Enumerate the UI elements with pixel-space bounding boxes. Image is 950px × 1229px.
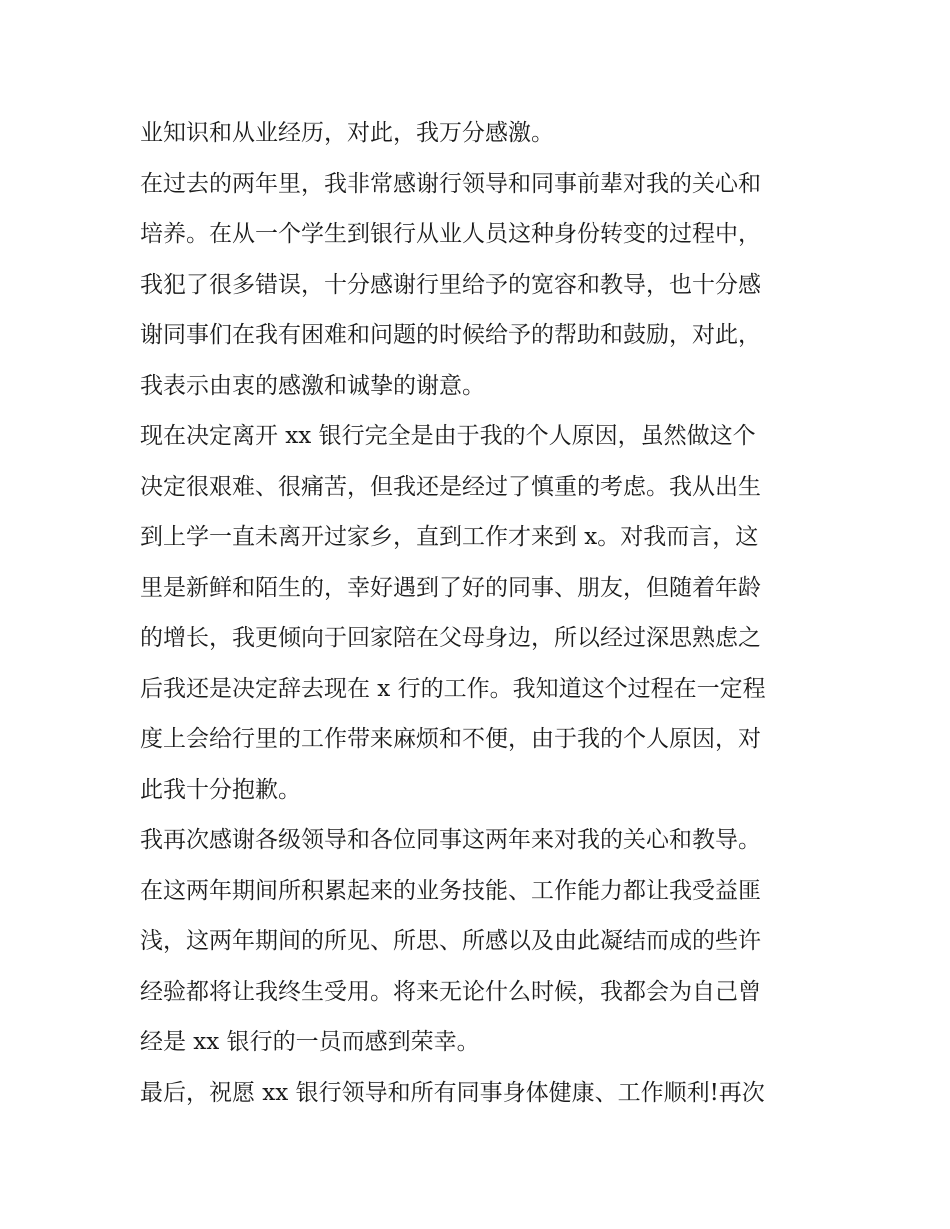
text-line: 的增长，我更倾向于回家陪在父母身边，所以经过深思熟虑之 xyxy=(140,625,761,651)
text-line: 此我十分抱歉。 xyxy=(140,776,301,803)
text-line: 经是 xx 银行的一员而感到荣幸。 xyxy=(140,1029,480,1055)
text-line: 里是新鲜和陌生的，幸好遇到了好的同事、朋友，但随着年龄 xyxy=(140,574,761,601)
letter-body xyxy=(140,108,820,1118)
text-line: 经验都将让我终生受用。将来无论什么时候，我都会为自己曾 xyxy=(140,978,761,1005)
text-line: 业知识和从业经历，对此，我万分感激。 xyxy=(140,120,554,146)
text-line: 到上学一直未离开过家乡，直到工作才来到 x。对我而言，这 xyxy=(140,524,759,550)
text-line: 决定很艰难、很痛苦，但我还是经过了慎重的考虑。我从出生 xyxy=(140,473,761,500)
text-line: 浅，这两年期间的所见、所思、所感以及由此凝结而成的些许 xyxy=(140,928,761,954)
text-line: 在这两年期间所积累起来的业务技能、工作能力都让我受益匪 xyxy=(140,877,761,904)
text-line: 我犯了很多错误，十分感谢行里给予的宽容和教导，也十分感 xyxy=(140,271,761,298)
text-line: 培养。在从一个学生到银行从业人员这种身份转变的过程中， xyxy=(140,221,761,247)
text-line: 最后，祝愿 xx 银行领导和所有同事身体健康、工作顺利!再次 xyxy=(140,1079,765,1106)
text-line: 现在决定离开 xx 银行完全是由于我的个人原因，虽然做这个 xyxy=(140,423,756,449)
text-line: 在过去的两年里，我非常感谢行领导和同事前辈对我的关心和 xyxy=(140,170,761,197)
text-line: 后我还是决定辞去现在 x 行的工作。我知道这个过程在一定程 xyxy=(140,675,766,702)
text-line: 我再次感谢各级领导和各位同事这两年来对我的关心和教导。 xyxy=(140,827,761,853)
text-line: 谢同事们在我有困难和问题的时候给予的帮助和鼓励，对此， xyxy=(140,322,761,348)
text-line: 度上会给行里的工作带来麻烦和不便，由于我的个人原因，对 xyxy=(140,726,761,752)
text-line: 我表示由衷的感激和诚挚的谢意。 xyxy=(140,372,485,399)
